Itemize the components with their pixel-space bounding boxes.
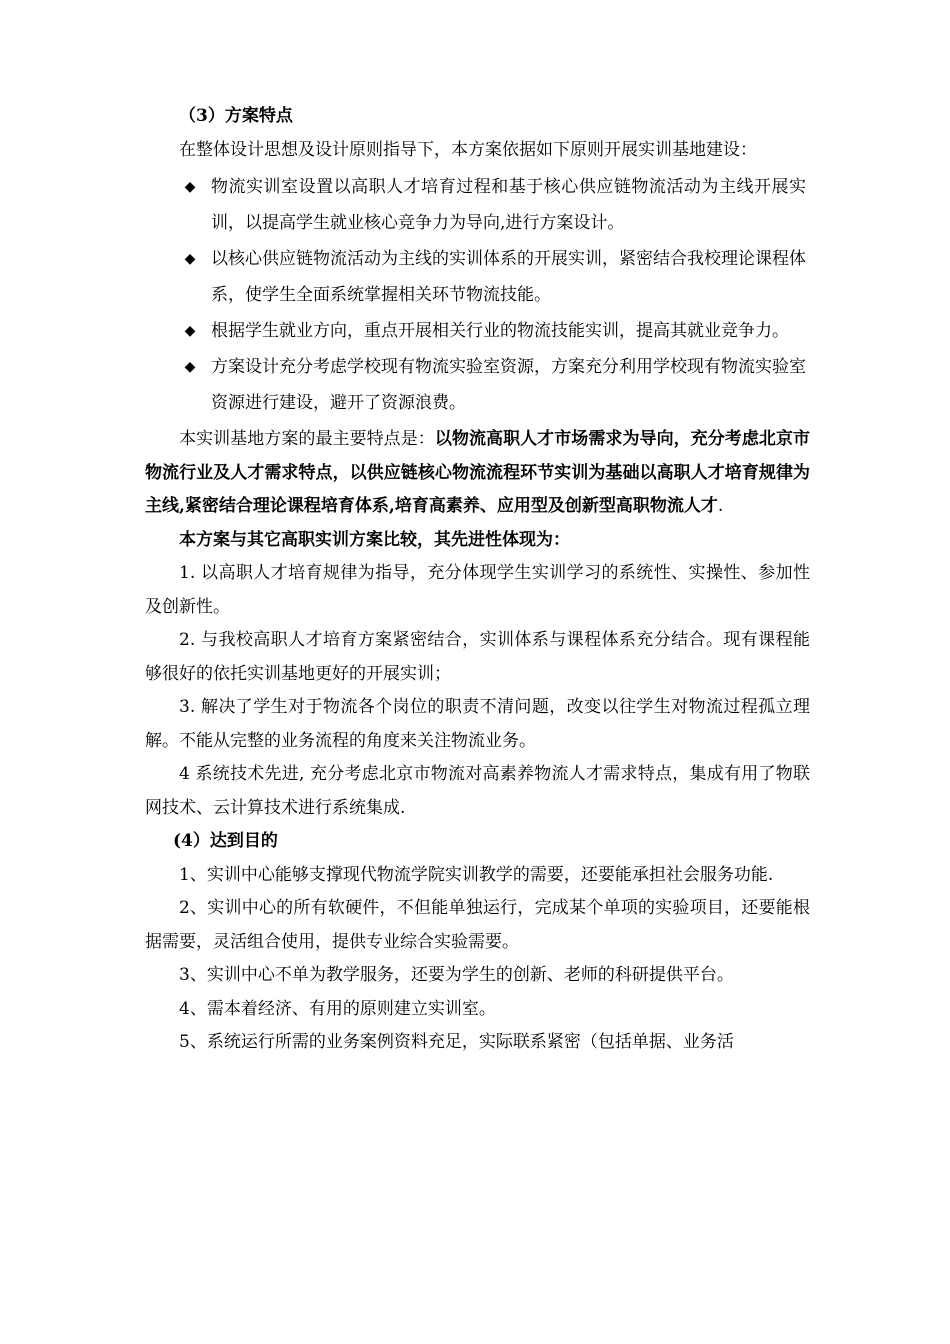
section-4-heading: (4）达到目的 [173,831,278,851]
list-item [145,349,810,421]
feature-paragraph [145,423,810,524]
comparison-heading: 本方案与其它高职实训方案比较，其先进性体现为： [179,529,570,550]
goal-item: 5、系统运行所需的业务案例资料充足，实际联系紧密（包括单据、业务活 [179,1032,734,1052]
section-3-heading: （3）方案特点 [179,106,293,126]
diamond-bullet-icon: ◆ [184,323,196,339]
comparison-item: 2. 与我校高职人才培育方案紧密结合，实训体系与课程体系充分结合。现有课程能够很好的依托实训基地更好的开展实训； [145,630,810,684]
feature-emphasis: 以物流高职人才市场需求为导向，充分考虑北京市物流行业及人才需求特点，以供应链核心物流流程环节实训为基础以高职人才培育规律为主线,紧密结合理论课程培育体系,培育高素养、应用型及创新型高职物流人才 [145,429,811,516]
goal-item: 3、实训中心不单为教学服务，还要为学生的创新、老师的科研提供平台。 [179,965,734,985]
comparison-item: 3. 解决了学生对于物流各个岗位的职责不清问题，改变以往学生对物流过程孤立理解。不能从完整的业务流程的角度来关注物流业务。 [145,697,810,751]
list-item [145,169,810,241]
comparison-item: 1. 以高职人才培育规律为指导，充分体现学生实训学习的系统性、实操性、参加性及创新性。 [145,563,810,617]
list-item-text: 根据学生就业方向，重点开展相关行业的物流技能实训，提高其就业竞争力。 [211,321,789,341]
feature-lead: 本实训基地方案的最主要特点是： [179,429,435,449]
document-page [145,100,810,1060]
goal-item: 4、需本着经济、有用的原则建立实训室。 [179,998,496,1019]
diamond-bullet-icon: ◆ [184,179,196,195]
principles-list [145,169,810,421]
goal-item: 2、实训中心的所有软硬件，不但能单独运行，完成某个单项的实验项目，还要能根据需要，灵活组合使用，提供专业综合实验需要。 [145,898,810,952]
diamond-bullet-icon: ◆ [184,359,196,375]
list-item-text: 物流实训室设置以高职人才培育过程和基于核心供应链物流活动为主线开展实训，以提高学生就业核心竞争力为导向,进行方案设计。 [211,177,806,233]
section-3-intro: 在整体设计思想及设计原则指导下，本方案依据如下原则开展实训基地建设： [179,139,757,160]
feature-end: . [717,496,724,516]
list-item-text: 方案设计充分考虑学校现有物流实验室资源，方案充分利用学校现有物流实验室资源进行建设，避开了资源浪费。 [211,357,806,413]
list-item [145,313,810,349]
diamond-bullet-icon: ◆ [184,251,196,267]
goal-item: 1、实训中心能够支撑现代物流学院实训教学的需要，还要能承担社会服务功能. [179,864,774,885]
list-item-text: 以核心供应链物流活动为主线的实训体系的开展实训，紧密结合我校理论课程体系，使学生全面系统掌握相关环节物流技能。 [211,249,806,305]
comparison-item: 4 系统技术先进, 充分考虑北京市物流对高素养物流人才需求特点，集成有用了物联网技术、云计算技术进行系统集成. [145,764,810,818]
list-item [145,241,810,313]
